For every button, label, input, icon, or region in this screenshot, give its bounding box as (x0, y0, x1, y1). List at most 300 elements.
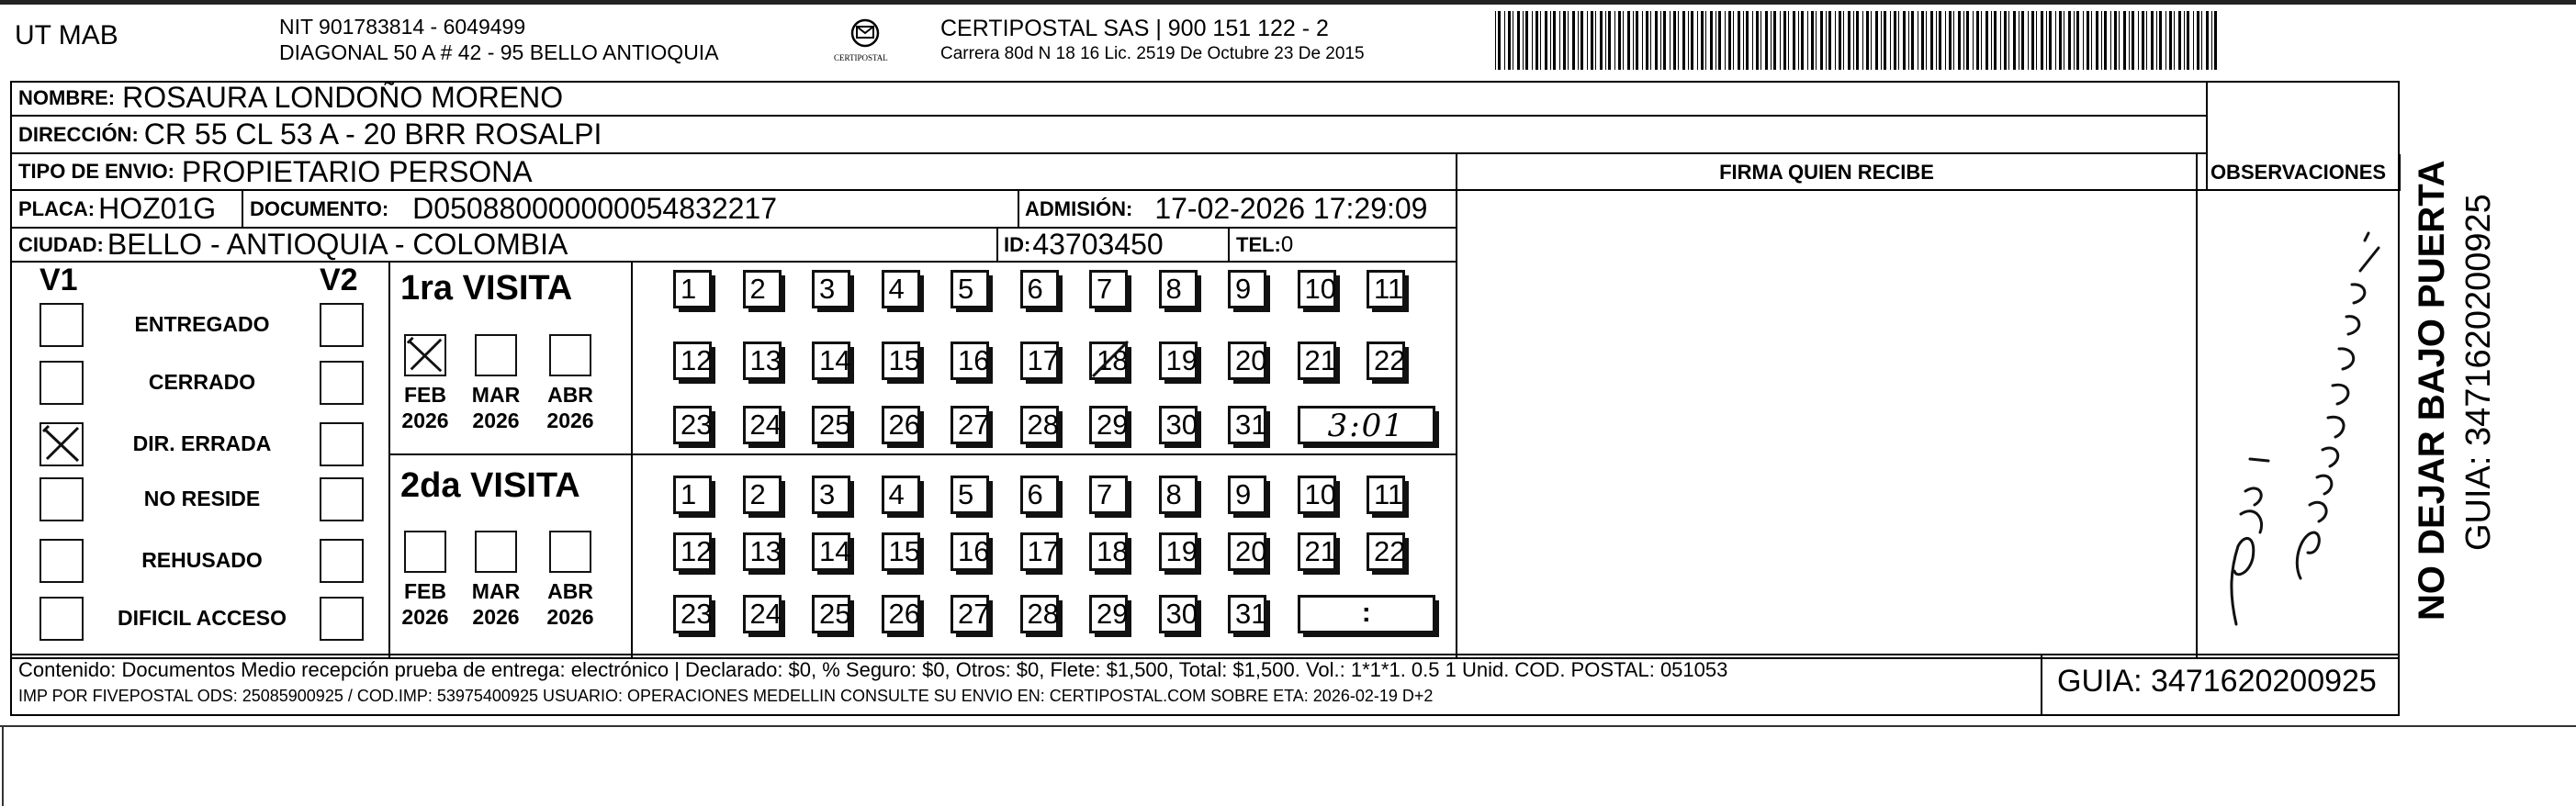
barcode-bar (2142, 11, 2144, 70)
barcode-bar (1728, 11, 1731, 70)
barcode-bar (1623, 11, 1624, 70)
v2-checkbox[interactable] (320, 303, 364, 347)
barcode-bar (1559, 11, 1560, 70)
day-box[interactable]: 30 (1159, 406, 1198, 444)
barcode-bar (1618, 11, 1621, 70)
placa-value: HOZ01G (98, 192, 217, 225)
month-year: 2026 (401, 605, 449, 629)
admision-label: ADMISIÓN: (1025, 196, 1133, 220)
barcode-bar (1862, 11, 1863, 70)
month-checkbox[interactable] (475, 531, 517, 573)
rule (388, 261, 390, 657)
barcode-bar (1958, 11, 1961, 70)
barcode-bar (1773, 11, 1776, 70)
barcode-bar (1966, 11, 1969, 70)
day-box[interactable]: 29 (1089, 406, 1128, 444)
barcode-bar (1627, 11, 1630, 70)
status-label: ENTREGADO (134, 312, 270, 336)
barcode-bar (1580, 11, 1583, 70)
barcode-bar (1875, 11, 1878, 70)
no-dejar-warning: NO DEJAR BAJO PUERTA (2412, 160, 2452, 621)
placa-label: PLACA: (18, 196, 96, 220)
observaciones-header: OBSERVACIONES (2210, 161, 2387, 184)
barcode-bar (1636, 11, 1638, 70)
v2-checkbox[interactable] (320, 597, 364, 641)
tipo-value: PROPIETARIO PERSONA (181, 154, 533, 188)
barcode-bar (1646, 11, 1648, 70)
barcode-bar (1633, 11, 1634, 70)
documento-value: D050880000000054832217 (412, 192, 777, 225)
barcode-bar (1871, 11, 1872, 70)
barcode-bar (1936, 11, 1937, 70)
barcode-bar (2123, 11, 2126, 70)
day-box[interactable]: 2 (743, 476, 782, 514)
month-name: ABR (547, 383, 593, 407)
day-box[interactable]: 2 (743, 270, 782, 308)
day-box[interactable]: 22 (1367, 341, 1405, 380)
barcode-bar (2165, 11, 2166, 70)
certipostal-logo (828, 17, 902, 68)
status-label: REHUSADO (141, 548, 263, 572)
day-box[interactable]: 8 (1159, 476, 1198, 514)
barcode-bar (1816, 11, 1817, 70)
nombre-row (18, 81, 563, 115)
day-box[interactable]: 17 (1020, 532, 1059, 571)
day-box[interactable]: 13 (743, 341, 782, 380)
barcode-bar (1828, 11, 1831, 70)
day-box[interactable]: 12 (673, 341, 712, 380)
barcode-bar (1765, 11, 1768, 70)
day-box[interactable]: 28 (1020, 406, 1059, 444)
barcode-bar (1973, 11, 1974, 70)
barcode-bar (2169, 11, 2172, 70)
barcode-bar (1517, 11, 1520, 70)
rule (242, 189, 243, 228)
barcode-bar (1715, 11, 1716, 70)
barcode-bar (1591, 11, 1593, 70)
barcode-bar (1642, 11, 1643, 70)
day-box[interactable]: 18 (1089, 532, 1128, 571)
barcode-bar (2074, 11, 2075, 70)
barcode-bar (1908, 11, 1909, 70)
barcode-bar (1587, 11, 1588, 70)
barcode-bar (1780, 11, 1781, 70)
barcode-bar (2110, 11, 2111, 70)
barcode-bar (1991, 11, 1992, 70)
day-box[interactable]: 21 (1298, 532, 1336, 571)
barcode-bar (2201, 11, 2202, 70)
barcode-bar (1572, 11, 1575, 70)
day-box[interactable]: 16 (951, 341, 989, 380)
barcode-bar (2156, 11, 2157, 70)
barcode-bar (1985, 11, 1988, 70)
barcode-bar (2193, 11, 2194, 70)
day-box[interactable]: 21 (1298, 341, 1336, 380)
day-box[interactable]: 26 (882, 406, 920, 444)
handwritten-observation (2199, 229, 2397, 633)
barcode-bar (2101, 11, 2102, 70)
day-box[interactable]: 22 (1367, 532, 1405, 571)
barcode-bar (1866, 11, 1869, 70)
barcode-bar (1926, 11, 1927, 70)
id-value: 43703450 (1032, 228, 1164, 261)
status-label: DIFICIL ACCESO (117, 606, 287, 630)
barcode-bar (1760, 11, 1761, 70)
barcode-bar (2091, 11, 2092, 70)
scan-left-edge (2, 725, 4, 806)
barcode-bar (1856, 11, 1859, 70)
barcode-bar (2197, 11, 2199, 70)
v1-checkbox[interactable] (39, 539, 84, 583)
month-name: MAR (471, 383, 521, 407)
barcode-bar (2021, 11, 2024, 70)
first-visit-title: 1ra VISITA (400, 269, 573, 308)
crossed-day-mark-icon (1087, 336, 1133, 382)
tipo-row (18, 154, 533, 189)
barcode-bar (2187, 11, 2189, 70)
day-box[interactable]: 19 (1159, 341, 1198, 380)
barcode-bar (1826, 11, 1827, 70)
barcode-bar (2104, 11, 2107, 70)
v1-checkbox[interactable] (39, 597, 84, 641)
barcode-bar (2159, 11, 2162, 70)
barcode-bar (1788, 11, 1789, 70)
footer-guia: GUIA: 3471620200925 (2057, 664, 2377, 699)
barcode-bar (1746, 11, 1749, 70)
company-address: DIAGONAL 50 A # 42 - 95 BELLO ANTIOQUIA (279, 40, 719, 64)
barcode-bar (1798, 11, 1799, 70)
day-box[interactable]: 5 (951, 270, 989, 308)
day-box[interactable]: 15 (882, 341, 920, 380)
v1-checkbox[interactable] (39, 422, 84, 466)
day-box[interactable]: 1 (673, 476, 712, 514)
barcode-bar (2059, 11, 2062, 70)
certipostal-title: CERTIPOSTAL SAS | 900 151 122 - 2 (940, 16, 1329, 41)
handwritten-time: 3:01 (1327, 408, 1405, 444)
day-box[interactable]: 31 (1228, 595, 1266, 633)
ciudad-value: BELLO - ANTIOQUIA - COLOMBIA (107, 228, 568, 261)
barcode-bar (1945, 11, 1946, 70)
barcode-bar (1608, 11, 1611, 70)
certipostal-address: Carrera 80d N 18 16 Lic. 2519 De Octubre 23 De 2015 (940, 44, 1365, 63)
month-checkbox[interactable] (404, 334, 446, 376)
barcode-bar (1650, 11, 1651, 70)
month-name: FEB (404, 383, 446, 407)
day-box[interactable]: 6 (1020, 270, 1059, 308)
day-box[interactable]: 9 (1228, 476, 1266, 514)
day-box[interactable]: 17 (1020, 341, 1059, 380)
tel-row (1236, 229, 1293, 261)
month-name: MAR (471, 579, 521, 603)
barcode-bar (2036, 11, 2037, 70)
month-name: FEB (404, 579, 446, 603)
day-box[interactable]: 20 (1228, 532, 1266, 571)
barcode-bar (2041, 11, 2043, 70)
barcode-bar (1894, 11, 1896, 70)
barcode-bar (1839, 11, 1841, 70)
v2-checkbox[interactable] (320, 422, 364, 466)
v2-checkbox[interactable] (320, 539, 364, 583)
barcode-bar (1697, 11, 1698, 70)
barcode-bar (1495, 11, 1496, 70)
barcode-bar (1811, 11, 1814, 70)
barcode-bar (2096, 11, 2098, 70)
barcode-bar (1994, 11, 1997, 70)
day-box[interactable]: 10 (1298, 270, 1336, 308)
barcode-bar (1725, 11, 1726, 70)
day-box[interactable]: 11 (1367, 270, 1405, 308)
day-box[interactable]: 25 (812, 595, 850, 633)
documento-row (250, 191, 777, 227)
tipo-label: TIPO DE ENVIO: (18, 160, 174, 183)
day-box[interactable]: 23 (673, 595, 712, 633)
barcode-bar (1523, 11, 1524, 70)
documento-label: DOCUMENTO: (250, 196, 389, 220)
day-box[interactable]: 24 (743, 406, 782, 444)
barcode-bar (2087, 11, 2089, 70)
barcode-bar (1701, 11, 1704, 70)
day-box[interactable]: 1 (673, 270, 712, 308)
barcode-bar (1614, 11, 1615, 70)
rule (631, 261, 633, 657)
barcode-bar (1890, 11, 1891, 70)
barcode-bar (1783, 11, 1786, 70)
barcode-bar (1508, 11, 1511, 70)
barcode-bar (2174, 11, 2175, 70)
direccion-label: DIRECCIÓN: (18, 122, 139, 146)
barcode-bar (2049, 11, 2052, 70)
v2-checkbox[interactable] (320, 477, 364, 521)
barcode-bar (1843, 11, 1844, 70)
barcode-bar (2068, 11, 2071, 70)
logo-text: CERTIPOSTAL (834, 53, 888, 62)
time-box[interactable] (1298, 406, 1436, 444)
day-box[interactable]: 14 (812, 532, 850, 571)
barcode-bar (1525, 11, 1528, 70)
month-checkbox[interactable] (549, 531, 591, 573)
barcode-bar (1949, 11, 1952, 70)
barcode-bar (1884, 11, 1886, 70)
barcode-bar (1752, 11, 1753, 70)
direccion-value: CR 55 CL 53 A - 20 BRR ROSALPI (143, 118, 602, 151)
month-year: 2026 (472, 409, 520, 432)
tel-label: TEL: (1236, 232, 1281, 256)
barcode-bar (2178, 11, 2181, 70)
v1-checkbox[interactable] (39, 477, 84, 521)
barcode-bar (1578, 11, 1579, 70)
barcode-bar (1688, 11, 1689, 70)
barcode-bar (1678, 11, 1679, 70)
barcode-bar (1660, 11, 1661, 70)
day-box[interactable]: 15 (882, 532, 920, 571)
month-label (462, 382, 530, 433)
barcode-bar (1504, 11, 1505, 70)
barcode-bar (1903, 11, 1906, 70)
day-box[interactable]: 29 (1089, 595, 1128, 633)
v2-label: V2 (320, 263, 358, 297)
day-box[interactable]: 27 (951, 595, 989, 633)
month-label (391, 578, 459, 630)
barcode-bar (1881, 11, 1882, 70)
id-label: ID: (1004, 232, 1031, 256)
barcode-bar (1820, 11, 1823, 70)
day-box[interactable]: 25 (812, 406, 850, 444)
day-box[interactable]: 10 (1298, 476, 1336, 514)
day-box[interactable]: 7 (1089, 476, 1128, 514)
day-box[interactable]: 14 (812, 341, 850, 380)
barcode-bar (2008, 11, 2009, 70)
barcode-bar (1835, 11, 1836, 70)
month-year: 2026 (546, 605, 594, 629)
second-visit-title: 2da VISITA (400, 466, 580, 505)
barcode-bar (1563, 11, 1566, 70)
barcode-bar (1535, 11, 1538, 70)
admision-value: 17-02-2026 17:29:09 (1154, 192, 1428, 225)
direccion-row (18, 117, 602, 152)
barcode-bar (2076, 11, 2079, 70)
barcode-bar (2114, 11, 2117, 70)
side-guia: GUIA: 3471620200925 (2459, 194, 2498, 551)
barcode-bar (2151, 11, 2154, 70)
v1-checkbox[interactable] (39, 361, 84, 405)
barcode-bar (2028, 11, 2029, 70)
barcode-bar (1801, 11, 1804, 70)
barcode-bar (1691, 11, 1693, 70)
v1-checkbox[interactable] (39, 303, 84, 347)
barcode-bar (1673, 11, 1676, 70)
barcode-bar (2031, 11, 2034, 70)
barcode-bar (1540, 11, 1541, 70)
barcode-bar (1738, 11, 1740, 70)
month-label (536, 382, 604, 433)
barcode-bar (1756, 11, 1759, 70)
barcode-bar (1605, 11, 1606, 70)
barcode-bar (1953, 11, 1954, 70)
barcode-bar (1848, 11, 1850, 70)
scan-bottom-edge (0, 725, 2576, 727)
month-label (536, 578, 604, 630)
time-box[interactable] (1298, 595, 1436, 633)
id-row (1004, 229, 1164, 261)
day-box[interactable]: 4 (882, 476, 920, 514)
day-box[interactable]: 9 (1228, 270, 1266, 308)
month-checkbox[interactable] (475, 334, 517, 376)
barcode-bar (1898, 11, 1899, 70)
barcode-bar (1911, 11, 1914, 70)
barcode-bar (1976, 11, 1979, 70)
v2-checkbox[interactable] (320, 361, 364, 405)
day-box[interactable]: 23 (673, 406, 712, 444)
day-box[interactable]: 18 (1089, 341, 1128, 380)
tel-value: 0 (1280, 231, 1294, 257)
day-box[interactable]: 26 (882, 595, 920, 633)
month-checkbox[interactable] (404, 531, 446, 573)
day-box[interactable]: 3 (812, 476, 850, 514)
barcode-bar (1550, 11, 1551, 70)
barcode-bar (1705, 11, 1706, 70)
barcode-bar (1963, 11, 1964, 70)
nombre-label: NOMBRE: (18, 85, 116, 109)
day-box[interactable]: 6 (1020, 476, 1059, 514)
ciudad-label: CIUDAD: (18, 232, 104, 256)
barcode-bar (1600, 11, 1603, 70)
barcode-bar (2119, 11, 2120, 70)
day-box[interactable]: 12 (673, 532, 712, 571)
barcode-bar (2055, 11, 2056, 70)
day-box[interactable]: 11 (1367, 476, 1405, 514)
barcode-bar (1939, 11, 1941, 70)
company-nit: NIT 901783814 - 6049499 (279, 15, 526, 39)
company-short-name: UT MAB (15, 20, 118, 50)
check-mark-icon (39, 422, 84, 466)
day-box[interactable]: 19 (1159, 532, 1198, 571)
day-box[interactable]: 5 (951, 476, 989, 514)
day-box[interactable]: 13 (743, 532, 782, 571)
barcode-bar (2129, 11, 2130, 70)
month-label (391, 382, 459, 433)
barcode-bar (1682, 11, 1685, 70)
barcode-bar (1793, 11, 1795, 70)
rule (996, 227, 998, 262)
rule (388, 453, 1457, 455)
envelope-logo-icon (828, 17, 902, 53)
day-box[interactable]: 20 (1228, 341, 1266, 380)
barcode-bar (1663, 11, 1666, 70)
barcode-bar (1771, 11, 1772, 70)
barcode-bar (2206, 11, 2209, 70)
day-box[interactable]: 7 (1089, 270, 1128, 308)
imp-text: IMP POR FIVEPOSTAL ODS: 25085900925 / COD.IMP: 53975400925 USUARIO: OPERACIONES MEDELLIN CONSULTE SU ENVIO EN: CERTIPOSTAL.COM SOBRE ETA: 2026-02-19 D+2 (18, 687, 1434, 705)
barcode-bar (1853, 11, 1854, 70)
day-box[interactable]: 4 (882, 270, 920, 308)
barcode-bar (1807, 11, 1808, 70)
barcode-bar (1568, 11, 1569, 70)
barcode-bar (2083, 11, 2084, 70)
time-placeholder: : (1361, 598, 1371, 628)
placa-row (18, 191, 216, 227)
day-box[interactable]: 24 (743, 595, 782, 633)
day-box[interactable]: 3 (812, 270, 850, 308)
contenido-text: Contenido: Documentos Medio recepción prueba de entrega: electrónico | Declarado: $0, % Seguro: $0, Otros: $0, Flete: $1,500, Total: $1,500. Vol.: 1*1*1. 0.5 1 Unid. COD. POSTAL: 051053 (18, 658, 1728, 681)
day-box[interactable]: 8 (1159, 270, 1198, 308)
barcode-bar (1710, 11, 1713, 70)
month-year: 2026 (472, 605, 520, 629)
barcode-bar (2004, 11, 2007, 70)
day-box[interactable]: 31 (1228, 406, 1266, 444)
barcode-bar (2000, 11, 2001, 70)
day-box[interactable]: 27 (951, 406, 989, 444)
barcode-bar (1921, 11, 1924, 70)
rule (1456, 154, 1457, 657)
day-box[interactable]: 28 (1020, 595, 1059, 633)
rule (1228, 227, 1230, 262)
check-mark-icon (404, 334, 446, 376)
status-label: NO RESIDE (143, 487, 261, 510)
barcode-bar (2013, 11, 2016, 70)
status-label: CERRADO (148, 370, 256, 394)
day-box[interactable]: 30 (1159, 595, 1198, 633)
barcode-bar (2046, 11, 2047, 70)
rule (2196, 154, 2198, 657)
month-checkbox[interactable] (549, 334, 591, 376)
barcode-bar (2214, 11, 2217, 70)
barcode-bar (1981, 11, 1982, 70)
barcode-bar (2132, 11, 2134, 70)
barcode-bar (1743, 11, 1744, 70)
day-box[interactable]: 16 (951, 532, 989, 571)
barcode-bar (1655, 11, 1658, 70)
nombre-value: ROSAURA LONDOÑO MORENO (122, 81, 564, 114)
